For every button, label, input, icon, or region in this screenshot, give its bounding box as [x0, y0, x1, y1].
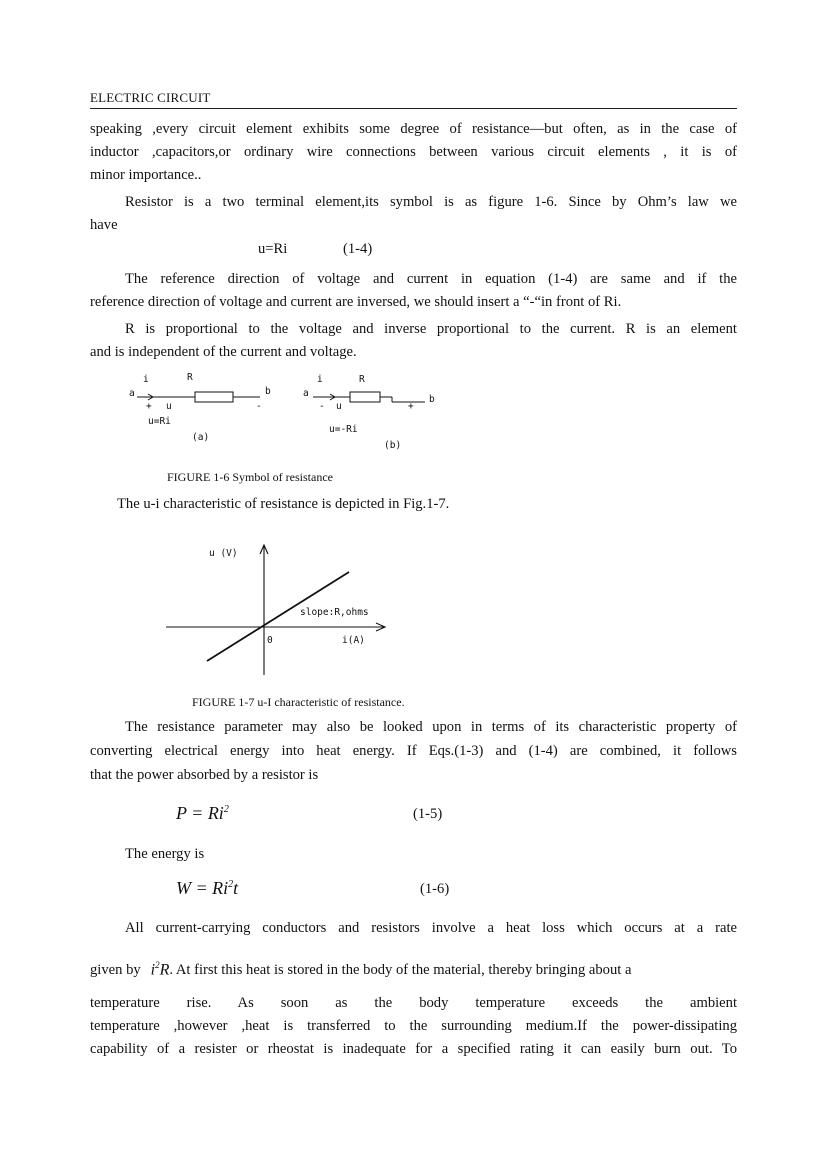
label-node-a: a [303, 388, 309, 399]
figure-1-6-caption: FIGURE 1-6 Symbol of resistance [167, 470, 333, 484]
resistor-symbol-a [137, 392, 260, 402]
label-current: i [317, 374, 323, 385]
label-current: i [143, 374, 149, 385]
paragraph-line: The reference direction of voltage and current in equation (1-4) are same and if the [125, 271, 737, 287]
paragraph-line: The resistance parameter may also be looked upon in terms of its characteristic property of [125, 719, 737, 735]
equation-number: (1-6) [420, 881, 450, 897]
label-minus: - [256, 401, 262, 412]
paragraph-line: R is proportional to the voltage and inverse proportional to the current. R is an element [125, 321, 737, 337]
subfigure-label: (b) [384, 440, 402, 451]
origin-label: 0 [267, 635, 273, 646]
equation-1-5: $P = Ri^2$ [176, 803, 229, 823]
inline-math: $i^2R$ [150, 960, 170, 979]
paragraph-line: inductor ,capacitors,or ordinary wire connections between various circuit elements , it is of [90, 144, 737, 160]
running-header: ELECTRIC CIRCUIT [90, 90, 211, 105]
label-plus: + [408, 401, 414, 412]
paragraph-line: Resistor is a two terminal element,its symbol is as figure 1-6. Since by Ohm’s law we [125, 194, 737, 210]
figure-1-6-diagram [120, 370, 460, 460]
paragraph-line: The energy is [125, 846, 205, 862]
slope-annotation: slope:R,ohms [300, 607, 369, 618]
y-axis-label: u (V) [209, 548, 238, 559]
paragraph-line: have [90, 217, 118, 233]
equation-number: (1-5) [413, 806, 443, 822]
paragraph-line: temperature ,however ,heat is transferred to the surrounding medium.If the power-dissipating [90, 1018, 737, 1034]
label-minus: - [319, 401, 325, 412]
label-resistor: R [187, 372, 193, 383]
label-voltage: u [336, 401, 342, 412]
label-node-b: b [265, 386, 271, 397]
paragraph-line: that the power absorbed by a resistor is [90, 767, 319, 783]
paragraph-line: minor importance.. [90, 167, 202, 183]
paragraph-line: capability of a resister or rheostat is inadequate for a specified rating it can easily burn out. To [90, 1041, 737, 1057]
header-rule [90, 108, 737, 109]
label-voltage: u [166, 401, 172, 412]
label-node-a: a [129, 388, 135, 399]
x-axis-label: i(A) [342, 635, 365, 646]
equation-number: (1-4) [343, 241, 373, 257]
paragraph-line: All current-carrying conductors and resistors involve a heat loss which occurs at a rate [125, 920, 737, 936]
figure-1-7-caption: FIGURE 1-7 u-I characteristic of resistance. [192, 695, 405, 709]
label-resistor: R [359, 374, 365, 385]
paragraph-line: speaking ,every circuit element exhibits some degree of resistance—but often, as in the case of [90, 121, 737, 137]
paragraph-line: and is independent of the current and voltage. [90, 344, 357, 360]
paragraph-line: reference direction of voltage and current are inversed, we should insert a “-“in front of Ri. [90, 294, 622, 310]
subfigure-label: (a) [192, 432, 210, 443]
paragraph-line: temperature rise. As soon as the body temperature exceeds the ambient [90, 995, 737, 1011]
paragraph-line: The u-i characteristic of resistance is depicted in Fig.1-7. [117, 496, 450, 512]
paragraph-line: given by $i^2R$ . At first this heat is stored in the body of the material, thereby bringing about a [90, 954, 737, 981]
equation-1-6: $W = Ri^2t$ [176, 878, 239, 898]
equation-1-4: u=Ri [258, 241, 288, 257]
label-equation: u=-Ri [329, 424, 358, 435]
label-plus: + [146, 401, 152, 412]
label-node-b: b [429, 394, 435, 405]
label-equation: u=Ri [148, 416, 171, 427]
paragraph-line: converting electrical energy into heat energy. If Eqs.(1-3) and (1-4) are combined, it follows [90, 743, 737, 759]
